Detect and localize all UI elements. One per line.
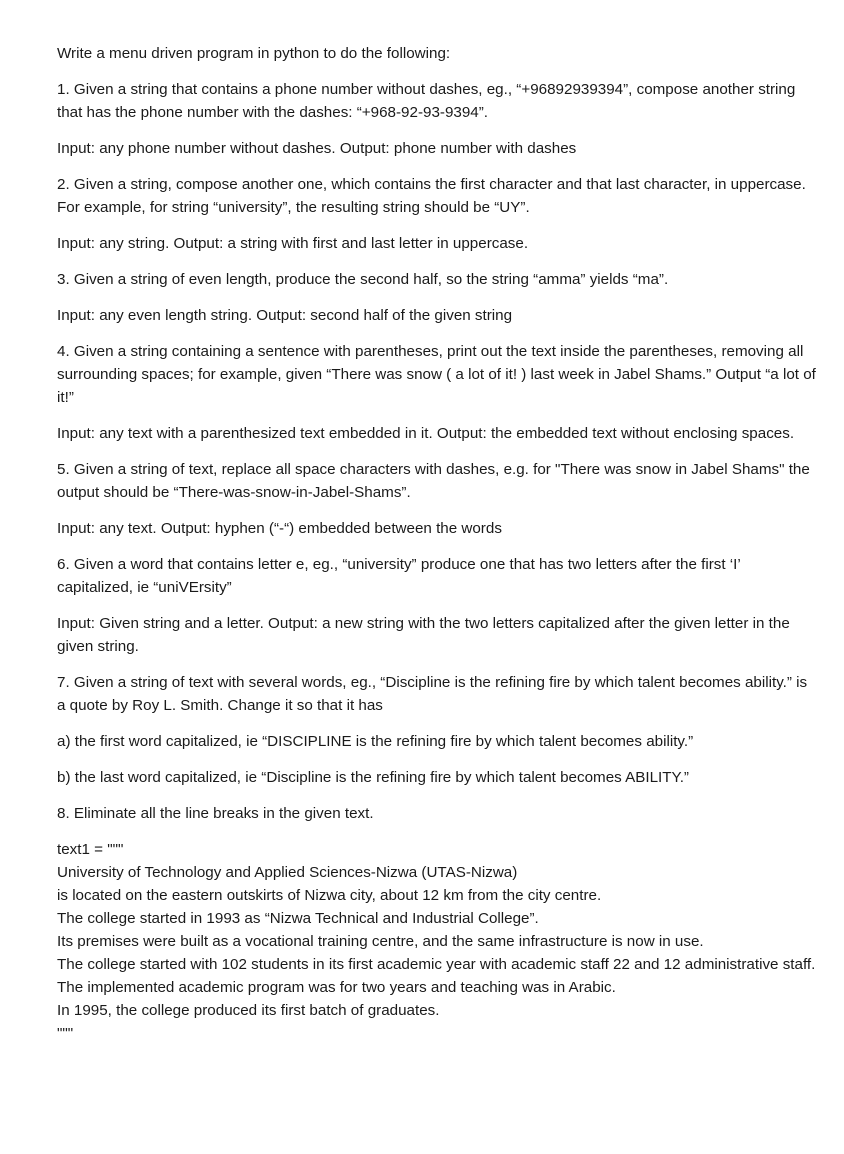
intro-instruction: Write a menu driven program in python to do the following: bbox=[57, 45, 451, 62]
task-3-io: Input: any even length string. Output: second half of the given string bbox=[57, 307, 513, 324]
task-6-description: 6. Given a word that contains letter e, eg., “university” produce one that has two letters after the first ‘I’ capitalized, ie “uniVErsity” bbox=[57, 556, 741, 596]
code-block-text1 bbox=[57, 838, 817, 1045]
task-7a: a) the first word capitalized, ie “DISCIPLINE is the refining fire by which talent becomes ability.” bbox=[57, 733, 694, 750]
code-line: The implemented academic program was for two years and teaching was in Arabic. bbox=[57, 979, 616, 996]
code-line: The college started with 102 students in its first academic year with academic staff 22 and 12 administrative staff. bbox=[57, 956, 816, 973]
code-line: Its premises were built as a vocational training centre, and the same infrastructure is now in use. bbox=[57, 933, 704, 950]
task-4-io: Input: any text with a parenthesized text embedded in it. Output: the embedded text without enclosing spaces. bbox=[57, 425, 795, 442]
code-line: In 1995, the college produced its first batch of graduates. bbox=[57, 1002, 440, 1019]
task-5-description: 5. Given a string of text, replace all space characters with dashes, e.g. for "There was snow in Jabel Shams" the output should be “There-was-snow-in-Jabel-Shams”. bbox=[57, 461, 810, 501]
task-8-description: 8. Eliminate all the line breaks in the given text. bbox=[57, 805, 374, 822]
code-line: is located on the eastern outskirts of Nizwa city, about 12 km from the city centre. bbox=[57, 887, 602, 904]
code-line: """ bbox=[57, 1025, 74, 1042]
code-line: University of Technology and Applied Sciences-Nizwa (UTAS-Nizwa) bbox=[57, 864, 518, 881]
task-7-description: 7. Given a string of text with several words, eg., “Discipline is the refining fire by which talent becomes ability.” is a quote by Roy L. Smith. Change it so that it has bbox=[57, 674, 808, 714]
task-2-io: Input: any string. Output: a string with first and last letter in uppercase. bbox=[57, 235, 529, 252]
task-3-description: 3. Given a string of even length, produce the second half, so the string “amma” yields “ma”. bbox=[57, 271, 669, 288]
code-line: The college started in 1993 as “Nizwa Technical and Industrial College”. bbox=[57, 910, 539, 927]
document-page bbox=[57, 42, 817, 1045]
task-5-io: Input: any text. Output: hyphen (“-“) embedded between the words bbox=[57, 520, 502, 537]
task-2-description: 2. Given a string, compose another one, which contains the first character and that last character, in uppercase. For example, for string “university”, the resulting string should be “UY”. bbox=[57, 176, 806, 216]
code-line: text1 = """ bbox=[57, 841, 124, 858]
task-1-io: Input: any phone number without dashes. Output: phone number with dashes bbox=[57, 140, 577, 157]
task-4-description: 4. Given a string containing a sentence with parentheses, print out the text inside the parentheses, removing all surrounding spaces; for example, given “There was snow ( a lot of it! ) last week in Jabel Shams.” Output “a lot of it!” bbox=[57, 343, 816, 406]
task-1-description: 1. Given a string that contains a phone number without dashes, eg., “+96892939394”, compose another string that has the phone number with the dashes: “+968-92-93-9394”. bbox=[57, 81, 796, 121]
task-6-io: Input: Given string and a letter. Output: a new string with the two letters capitalized after the given letter in the given string. bbox=[57, 615, 790, 655]
task-7b: b) the last word capitalized, ie “Discipline is the refining fire by which talent becomes ABILITY.” bbox=[57, 769, 689, 786]
